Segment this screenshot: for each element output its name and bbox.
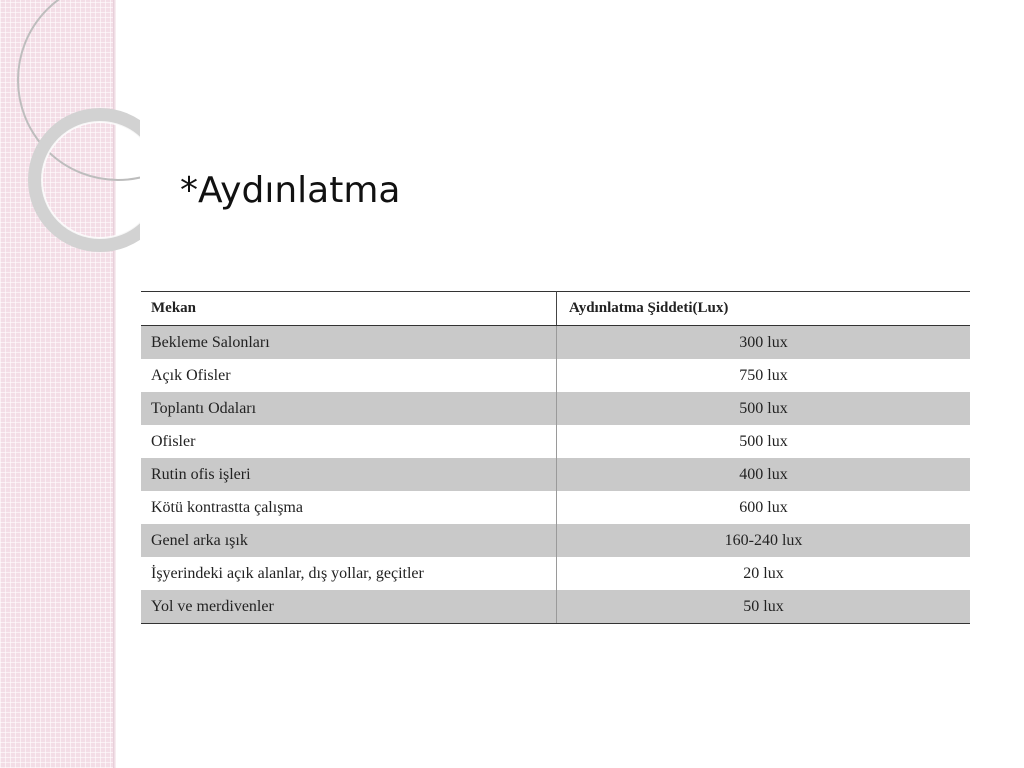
cell-lux: 160-240 lux [557,524,971,557]
slide-title: *Aydınlatma [180,170,401,211]
cell-lux: 500 lux [739,432,788,450]
cell-lux: 300 lux [557,326,971,360]
cell-lux: 500 lux [557,392,971,425]
cell-mekan: İşyerindeki açık alanlar, dış yollar, geçitler [141,557,557,590]
cell-mekan: Ofisler [141,425,557,458]
cell-mekan: Kötü kontrastta çalışma [141,491,557,524]
cell-lux: 600 lux [739,498,788,516]
table-row [141,458,970,491]
cell-mekan: Toplantı Odaları [141,392,557,425]
table-row [141,491,970,524]
table-header-row [141,292,970,326]
cell-lux: 20 lux [743,564,784,582]
lighting-table [141,291,970,624]
cell-lux: 750 lux [739,366,788,384]
cell-mekan: Bekleme Salonları [141,326,557,360]
cell-mekan: Rutin ofis işleri [141,458,557,491]
cell-mekan: Yol ve merdivenler [141,590,557,624]
header-aydinlatma-siddeti: Aydınlatma Şiddeti(Lux) [557,292,971,326]
cell-lux: 400 lux [557,458,971,491]
table-row [141,590,970,624]
cell-mekan: Genel arka ışık [141,524,557,557]
cell-lux: 50 lux [557,590,971,624]
table-row [141,359,970,392]
header-mekan: Mekan [141,292,557,326]
table-row [141,326,970,360]
table-row [141,524,970,557]
table-row [141,557,970,590]
cell-mekan: Açık Ofisler [141,359,557,392]
lighting-table-container [141,291,970,624]
table-row [141,392,970,425]
table-row [141,425,970,458]
decorative-circles [0,0,140,260]
